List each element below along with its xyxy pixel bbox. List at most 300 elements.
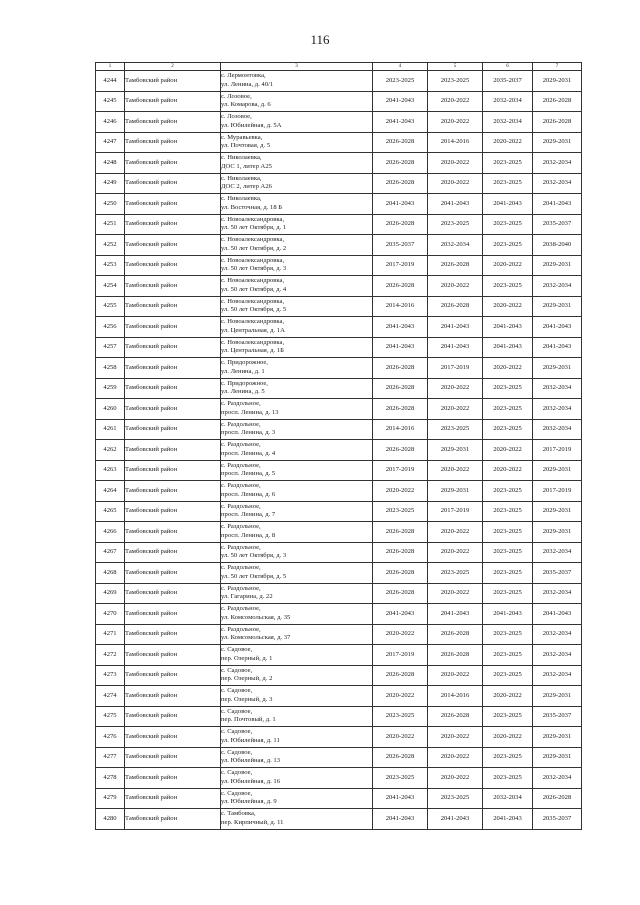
period-cell: 2026-2028 (428, 255, 483, 276)
address-street: ул. Юбилейная, д. 16 (221, 777, 281, 785)
address-street: ул. 50 лет Октября, д. 3 (221, 265, 287, 273)
table-row (96, 645, 582, 666)
district-name: Тамбовский район (125, 501, 221, 522)
period-cell: 2026-2028 (373, 173, 428, 194)
period-cell: 2041-2043 (428, 317, 483, 338)
period-cell: 2023-2025 (373, 501, 428, 522)
period-cell: 2041-2043 (533, 194, 582, 215)
building-address (221, 194, 373, 215)
address-street: ДОС 2, литер А26 (221, 183, 272, 191)
table-row (96, 214, 582, 235)
district-name: Тамбовский район (125, 296, 221, 317)
period-cell: 2020-2022 (483, 296, 533, 317)
address-locality: с. Садовое, (221, 748, 253, 756)
address-locality: с. Николаевка, (221, 174, 262, 182)
period-cell: 2026-2028 (373, 214, 428, 235)
table-row (96, 788, 582, 809)
period-cell: 2041-2043 (533, 604, 582, 625)
address-street: ул. Ленина, д. 40/1 (221, 80, 274, 88)
period-cell: 2029-2031 (428, 440, 483, 461)
column-header: 1 (96, 63, 125, 71)
table-row (96, 276, 582, 297)
period-cell: 2041-2043 (373, 337, 428, 358)
period-cell: 2023-2025 (483, 542, 533, 563)
address-locality: с. Садовое, (221, 646, 253, 654)
period-cell: 2023-2025 (483, 399, 533, 420)
period-cell: 2026-2028 (373, 153, 428, 174)
row-number: 4246 (96, 112, 125, 133)
table-body (96, 71, 582, 830)
address-locality: с. Садовое, (221, 707, 253, 715)
period-cell: 2029-2031 (533, 255, 582, 276)
address-street: пер. Озерный, д. 2 (221, 675, 273, 683)
address-locality: с. Раздольное, (221, 482, 261, 490)
period-cell: 2032-2034 (533, 665, 582, 686)
row-number: 4267 (96, 542, 125, 563)
period-cell: 2035-2037 (533, 214, 582, 235)
period-cell: 2020-2022 (373, 686, 428, 707)
period-cell: 2020-2022 (428, 112, 483, 133)
period-cell: 2026-2028 (373, 522, 428, 543)
table-row (96, 296, 582, 317)
table-row (96, 235, 582, 256)
period-cell: 2023-2025 (483, 276, 533, 297)
period-cell: 2020-2022 (483, 358, 533, 379)
period-cell: 2038-2040 (533, 235, 582, 256)
address-locality: с. Раздольное, (221, 420, 261, 428)
table-row (96, 173, 582, 194)
address-locality: с. Раздольное, (221, 564, 261, 572)
building-address (221, 522, 373, 543)
period-cell: 2029-2031 (533, 71, 582, 92)
period-cell: 2041-2043 (533, 337, 582, 358)
period-cell: 2026-2028 (373, 583, 428, 604)
period-cell: 2026-2028 (428, 645, 483, 666)
district-name: Тамбовский район (125, 173, 221, 194)
district-name: Тамбовский район (125, 194, 221, 215)
row-number: 4251 (96, 214, 125, 235)
building-address (221, 132, 373, 153)
period-cell: 2014-2016 (428, 132, 483, 153)
building-address (221, 624, 373, 645)
building-address (221, 399, 373, 420)
period-cell: 2026-2028 (533, 91, 582, 112)
table-row (96, 71, 582, 92)
building-address (221, 91, 373, 112)
building-address (221, 153, 373, 174)
building-address (221, 809, 373, 830)
address-locality: с. Новоалександровка, (221, 297, 285, 305)
period-cell: 2041-2043 (483, 317, 533, 338)
row-number: 4249 (96, 173, 125, 194)
period-cell: 2041-2043 (483, 194, 533, 215)
period-cell: 2020-2022 (428, 665, 483, 686)
period-cell: 2020-2022 (428, 460, 483, 481)
table-row (96, 481, 582, 502)
period-cell: 2023-2025 (428, 71, 483, 92)
address-locality: с. Раздольное, (221, 441, 261, 449)
address-street: просп. Ленина, д. 3 (221, 429, 276, 437)
period-cell: 2041-2043 (373, 604, 428, 625)
address-locality: с. Раздольное, (221, 400, 261, 408)
address-street: пер. Кирпичный, д. 11 (221, 818, 284, 826)
building-address (221, 276, 373, 297)
district-name: Тамбовский район (125, 542, 221, 563)
address-locality: с. Раздольное, (221, 605, 261, 613)
table-row (96, 542, 582, 563)
building-address (221, 214, 373, 235)
row-number: 4255 (96, 296, 125, 317)
period-cell: 2023-2025 (373, 768, 428, 789)
housing-repair-schedule-table (95, 62, 582, 830)
building-address (221, 337, 373, 358)
district-name: Тамбовский район (125, 235, 221, 256)
period-cell: 2020-2022 (428, 173, 483, 194)
address-locality: с. Раздольное, (221, 461, 261, 469)
period-cell: 2020-2022 (428, 522, 483, 543)
district-name: Тамбовский район (125, 727, 221, 748)
address-street: просп. Ленина, д. 7 (221, 511, 276, 519)
period-cell: 2032-2034 (533, 583, 582, 604)
district-name: Тамбовский район (125, 419, 221, 440)
period-cell: 2014-2016 (373, 296, 428, 317)
row-number: 4269 (96, 583, 125, 604)
period-cell: 2032-2034 (533, 768, 582, 789)
district-name: Тамбовский район (125, 337, 221, 358)
row-number: 4262 (96, 440, 125, 461)
period-cell: 2026-2028 (373, 399, 428, 420)
address-locality: с. Тамбовка, (221, 810, 256, 818)
district-name: Тамбовский район (125, 665, 221, 686)
period-cell: 2041-2043 (428, 337, 483, 358)
period-cell: 2026-2028 (533, 112, 582, 133)
row-number: 4272 (96, 645, 125, 666)
period-cell: 2023-2025 (483, 624, 533, 645)
address-locality: с. Придорожное, (221, 359, 268, 367)
period-cell: 2029-2031 (533, 460, 582, 481)
table-row (96, 460, 582, 481)
address-street: просп. Ленина, д. 8 (221, 531, 276, 539)
table-row (96, 665, 582, 686)
period-cell: 2026-2028 (373, 378, 428, 399)
period-cell: 2032-2034 (533, 624, 582, 645)
district-name: Тамбовский район (125, 440, 221, 461)
table-row (96, 358, 582, 379)
district-name: Тамбовский район (125, 686, 221, 707)
address-locality: с. Новоалександровка, (221, 277, 285, 285)
period-cell: 2023-2025 (483, 747, 533, 768)
building-address (221, 296, 373, 317)
column-header: 3 (221, 63, 373, 71)
address-street: ул. Ленина, д. 1 (221, 367, 265, 375)
table-row (96, 604, 582, 625)
district-name: Тамбовский район (125, 214, 221, 235)
period-cell: 2026-2028 (428, 706, 483, 727)
period-cell: 2023-2025 (483, 419, 533, 440)
row-number: 4271 (96, 624, 125, 645)
period-cell: 2032-2034 (483, 788, 533, 809)
table-row (96, 747, 582, 768)
row-number: 4256 (96, 317, 125, 338)
table-row (96, 706, 582, 727)
period-cell: 2026-2028 (373, 276, 428, 297)
column-header: 7 (533, 63, 582, 71)
district-name: Тамбовский район (125, 645, 221, 666)
period-cell: 2026-2028 (373, 542, 428, 563)
column-header: 5 (428, 63, 483, 71)
table-row (96, 809, 582, 830)
period-cell: 2029-2031 (533, 727, 582, 748)
period-cell: 2032-2034 (533, 153, 582, 174)
period-cell: 2029-2031 (533, 358, 582, 379)
period-cell: 2035-2037 (483, 71, 533, 92)
period-cell: 2020-2022 (428, 727, 483, 748)
period-cell: 2017-2019 (373, 645, 428, 666)
period-cell: 2020-2022 (428, 542, 483, 563)
period-cell: 2041-2043 (428, 809, 483, 830)
building-address (221, 768, 373, 789)
period-cell: 2041-2043 (483, 604, 533, 625)
row-number: 4247 (96, 132, 125, 153)
row-number: 4245 (96, 91, 125, 112)
building-address (221, 747, 373, 768)
period-cell: 2023-2025 (483, 706, 533, 727)
table-row (96, 563, 582, 584)
building-address (221, 706, 373, 727)
row-number: 4263 (96, 460, 125, 481)
period-cell: 2017-2019 (533, 440, 582, 461)
address-locality: с. Лермонтовка, (221, 72, 266, 80)
table-row (96, 768, 582, 789)
address-locality: с. Садовое, (221, 666, 253, 674)
period-cell: 2029-2031 (533, 501, 582, 522)
address-street: ул. Юбилейная, д. 13 (221, 757, 281, 765)
period-cell: 2032-2034 (533, 173, 582, 194)
period-cell: 2029-2031 (533, 296, 582, 317)
period-cell: 2023-2025 (483, 522, 533, 543)
row-number: 4270 (96, 604, 125, 625)
period-cell: 2023-2025 (483, 583, 533, 604)
building-address (221, 173, 373, 194)
table-row (96, 255, 582, 276)
row-number: 4273 (96, 665, 125, 686)
row-number: 4261 (96, 419, 125, 440)
building-address (221, 255, 373, 276)
district-name: Тамбовский район (125, 563, 221, 584)
period-cell: 2023-2025 (483, 378, 533, 399)
row-number: 4275 (96, 706, 125, 727)
address-locality: с. Николаевка, (221, 154, 262, 162)
district-name: Тамбовский район (125, 624, 221, 645)
row-number: 4279 (96, 788, 125, 809)
period-cell: 2023-2025 (373, 71, 428, 92)
period-cell: 2041-2043 (483, 809, 533, 830)
row-number: 4250 (96, 194, 125, 215)
period-cell: 2029-2031 (533, 747, 582, 768)
address-locality: с. Придорожное, (221, 379, 268, 387)
district-name: Тамбовский район (125, 153, 221, 174)
address-street: ул. Юбилейная, д. 9 (221, 798, 277, 806)
period-cell: 2020-2022 (428, 399, 483, 420)
address-locality: с. Раздольное, (221, 502, 261, 510)
period-cell: 2026-2028 (373, 665, 428, 686)
period-cell: 2023-2025 (483, 563, 533, 584)
district-name: Тамбовский район (125, 809, 221, 830)
building-address (221, 112, 373, 133)
address-street: ДОС 1, литер А25 (221, 162, 272, 170)
address-street: ул. Комарова, д. 6 (221, 101, 271, 109)
address-street: пер. Почтовый, д. 1 (221, 716, 276, 724)
table-row (96, 194, 582, 215)
period-cell: 2041-2043 (373, 194, 428, 215)
district-name: Тамбовский район (125, 604, 221, 625)
address-locality: с. Садовое, (221, 728, 253, 736)
period-cell: 2017-2019 (373, 460, 428, 481)
address-locality: с. Раздольное, (221, 584, 261, 592)
period-cell: 2029-2031 (533, 686, 582, 707)
period-cell: 2020-2022 (483, 255, 533, 276)
address-street: просп. Ленина, д. 4 (221, 449, 276, 457)
building-address (221, 317, 373, 338)
address-street: ул. Юбилейная, д. 11 (221, 736, 280, 744)
period-cell: 2032-2034 (483, 112, 533, 133)
district-name: Тамбовский район (125, 71, 221, 92)
row-number: 4278 (96, 768, 125, 789)
period-cell: 2020-2022 (428, 768, 483, 789)
table-row (96, 317, 582, 338)
table-row (96, 686, 582, 707)
period-cell: 2023-2025 (483, 153, 533, 174)
building-address (221, 481, 373, 502)
period-cell: 2020-2022 (428, 276, 483, 297)
table-row (96, 440, 582, 461)
address-street: ул. 50 лет Октября, д. 4 (221, 285, 287, 293)
address-locality: с. Новоалександровка, (221, 338, 285, 346)
building-address (221, 440, 373, 461)
building-address (221, 501, 373, 522)
period-cell: 2041-2043 (373, 112, 428, 133)
district-name: Тамбовский район (125, 747, 221, 768)
period-cell: 2041-2043 (373, 317, 428, 338)
district-name: Тамбовский район (125, 481, 221, 502)
address-street: ул. 50 лет Октября, д. 5 (221, 306, 287, 314)
building-address (221, 686, 373, 707)
column-header: 2 (125, 63, 221, 71)
period-cell: 2014-2016 (428, 686, 483, 707)
period-cell: 2041-2043 (533, 317, 582, 338)
district-name: Тамбовский район (125, 768, 221, 789)
period-cell: 2026-2028 (373, 358, 428, 379)
period-cell: 2023-2025 (483, 501, 533, 522)
period-cell: 2020-2022 (428, 747, 483, 768)
period-cell: 2020-2022 (428, 91, 483, 112)
period-cell: 2020-2022 (483, 132, 533, 153)
building-address (221, 604, 373, 625)
table-row (96, 132, 582, 153)
period-cell: 2032-2034 (533, 542, 582, 563)
period-cell: 2020-2022 (373, 624, 428, 645)
district-name: Тамбовский район (125, 378, 221, 399)
building-address (221, 71, 373, 92)
building-address (221, 727, 373, 748)
period-cell: 2035-2037 (533, 563, 582, 584)
table-row (96, 522, 582, 543)
row-number: 4254 (96, 276, 125, 297)
row-number: 4265 (96, 501, 125, 522)
row-number: 4257 (96, 337, 125, 358)
address-street: ул. Гагарина, д. 22 (221, 593, 273, 601)
address-locality: с. Николаевка, (221, 195, 262, 203)
address-street: ул. Центральная, д. 1Б (221, 347, 284, 355)
district-name: Тамбовский район (125, 399, 221, 420)
period-cell: 2023-2025 (483, 214, 533, 235)
period-cell: 2023-2025 (483, 173, 533, 194)
address-street: ул. 50 лет Октября, д. 2 (221, 244, 287, 252)
address-street: ул. 50 лет Октября, д. 1 (221, 224, 287, 232)
address-locality: с. Новоалександровка, (221, 318, 285, 326)
period-cell: 2026-2028 (373, 132, 428, 153)
building-address (221, 542, 373, 563)
period-cell: 2020-2022 (373, 481, 428, 502)
address-street: просп. Ленина, д. 5 (221, 470, 276, 478)
address-street: просп. Ленина, д. 6 (221, 490, 276, 498)
table-row (96, 501, 582, 522)
period-cell: 2020-2022 (483, 460, 533, 481)
table-row (96, 583, 582, 604)
address-locality: с. Новоалександровка, (221, 256, 285, 264)
table-row (96, 419, 582, 440)
address-street: ул. Ленина, д. 5 (221, 388, 265, 396)
address-locality: с. Раздольное, (221, 543, 261, 551)
period-cell: 2020-2022 (428, 378, 483, 399)
row-number: 4266 (96, 522, 125, 543)
period-cell: 2017-2019 (373, 255, 428, 276)
period-cell: 2020-2022 (483, 686, 533, 707)
period-cell: 2023-2025 (483, 768, 533, 789)
table-row (96, 378, 582, 399)
row-number: 4277 (96, 747, 125, 768)
period-cell: 2041-2043 (428, 604, 483, 625)
table-row (96, 91, 582, 112)
address-street: ул. Комсомольская, д. 35 (221, 613, 291, 621)
district-name: Тамбовский район (125, 132, 221, 153)
address-locality: с. Садовое, (221, 789, 253, 797)
period-cell: 2041-2043 (428, 194, 483, 215)
address-locality: с. Раздольное, (221, 523, 261, 531)
address-street: просп. Ленина, д. 13 (221, 408, 279, 416)
period-cell: 2026-2028 (373, 747, 428, 768)
address-street: ул. Восточная, д. 18 Б (221, 203, 283, 211)
row-number: 4264 (96, 481, 125, 502)
table-row (96, 112, 582, 133)
address-street: пер. Озерный, д. 3 (221, 695, 273, 703)
column-number-row (96, 63, 582, 71)
period-cell: 2026-2028 (373, 563, 428, 584)
period-cell: 2023-2025 (428, 214, 483, 235)
period-cell: 2035-2037 (533, 809, 582, 830)
period-cell: 2032-2034 (533, 645, 582, 666)
address-locality: с. Лозовое, (221, 113, 252, 121)
period-cell: 2032-2034 (533, 399, 582, 420)
address-locality: с. Лозовое, (221, 92, 252, 100)
period-cell: 2020-2022 (428, 153, 483, 174)
period-cell: 2017-2019 (428, 501, 483, 522)
address-locality: с. Раздольное, (221, 625, 261, 633)
building-address (221, 563, 373, 584)
period-cell: 2026-2028 (428, 624, 483, 645)
column-header: 6 (483, 63, 533, 71)
building-address (221, 419, 373, 440)
